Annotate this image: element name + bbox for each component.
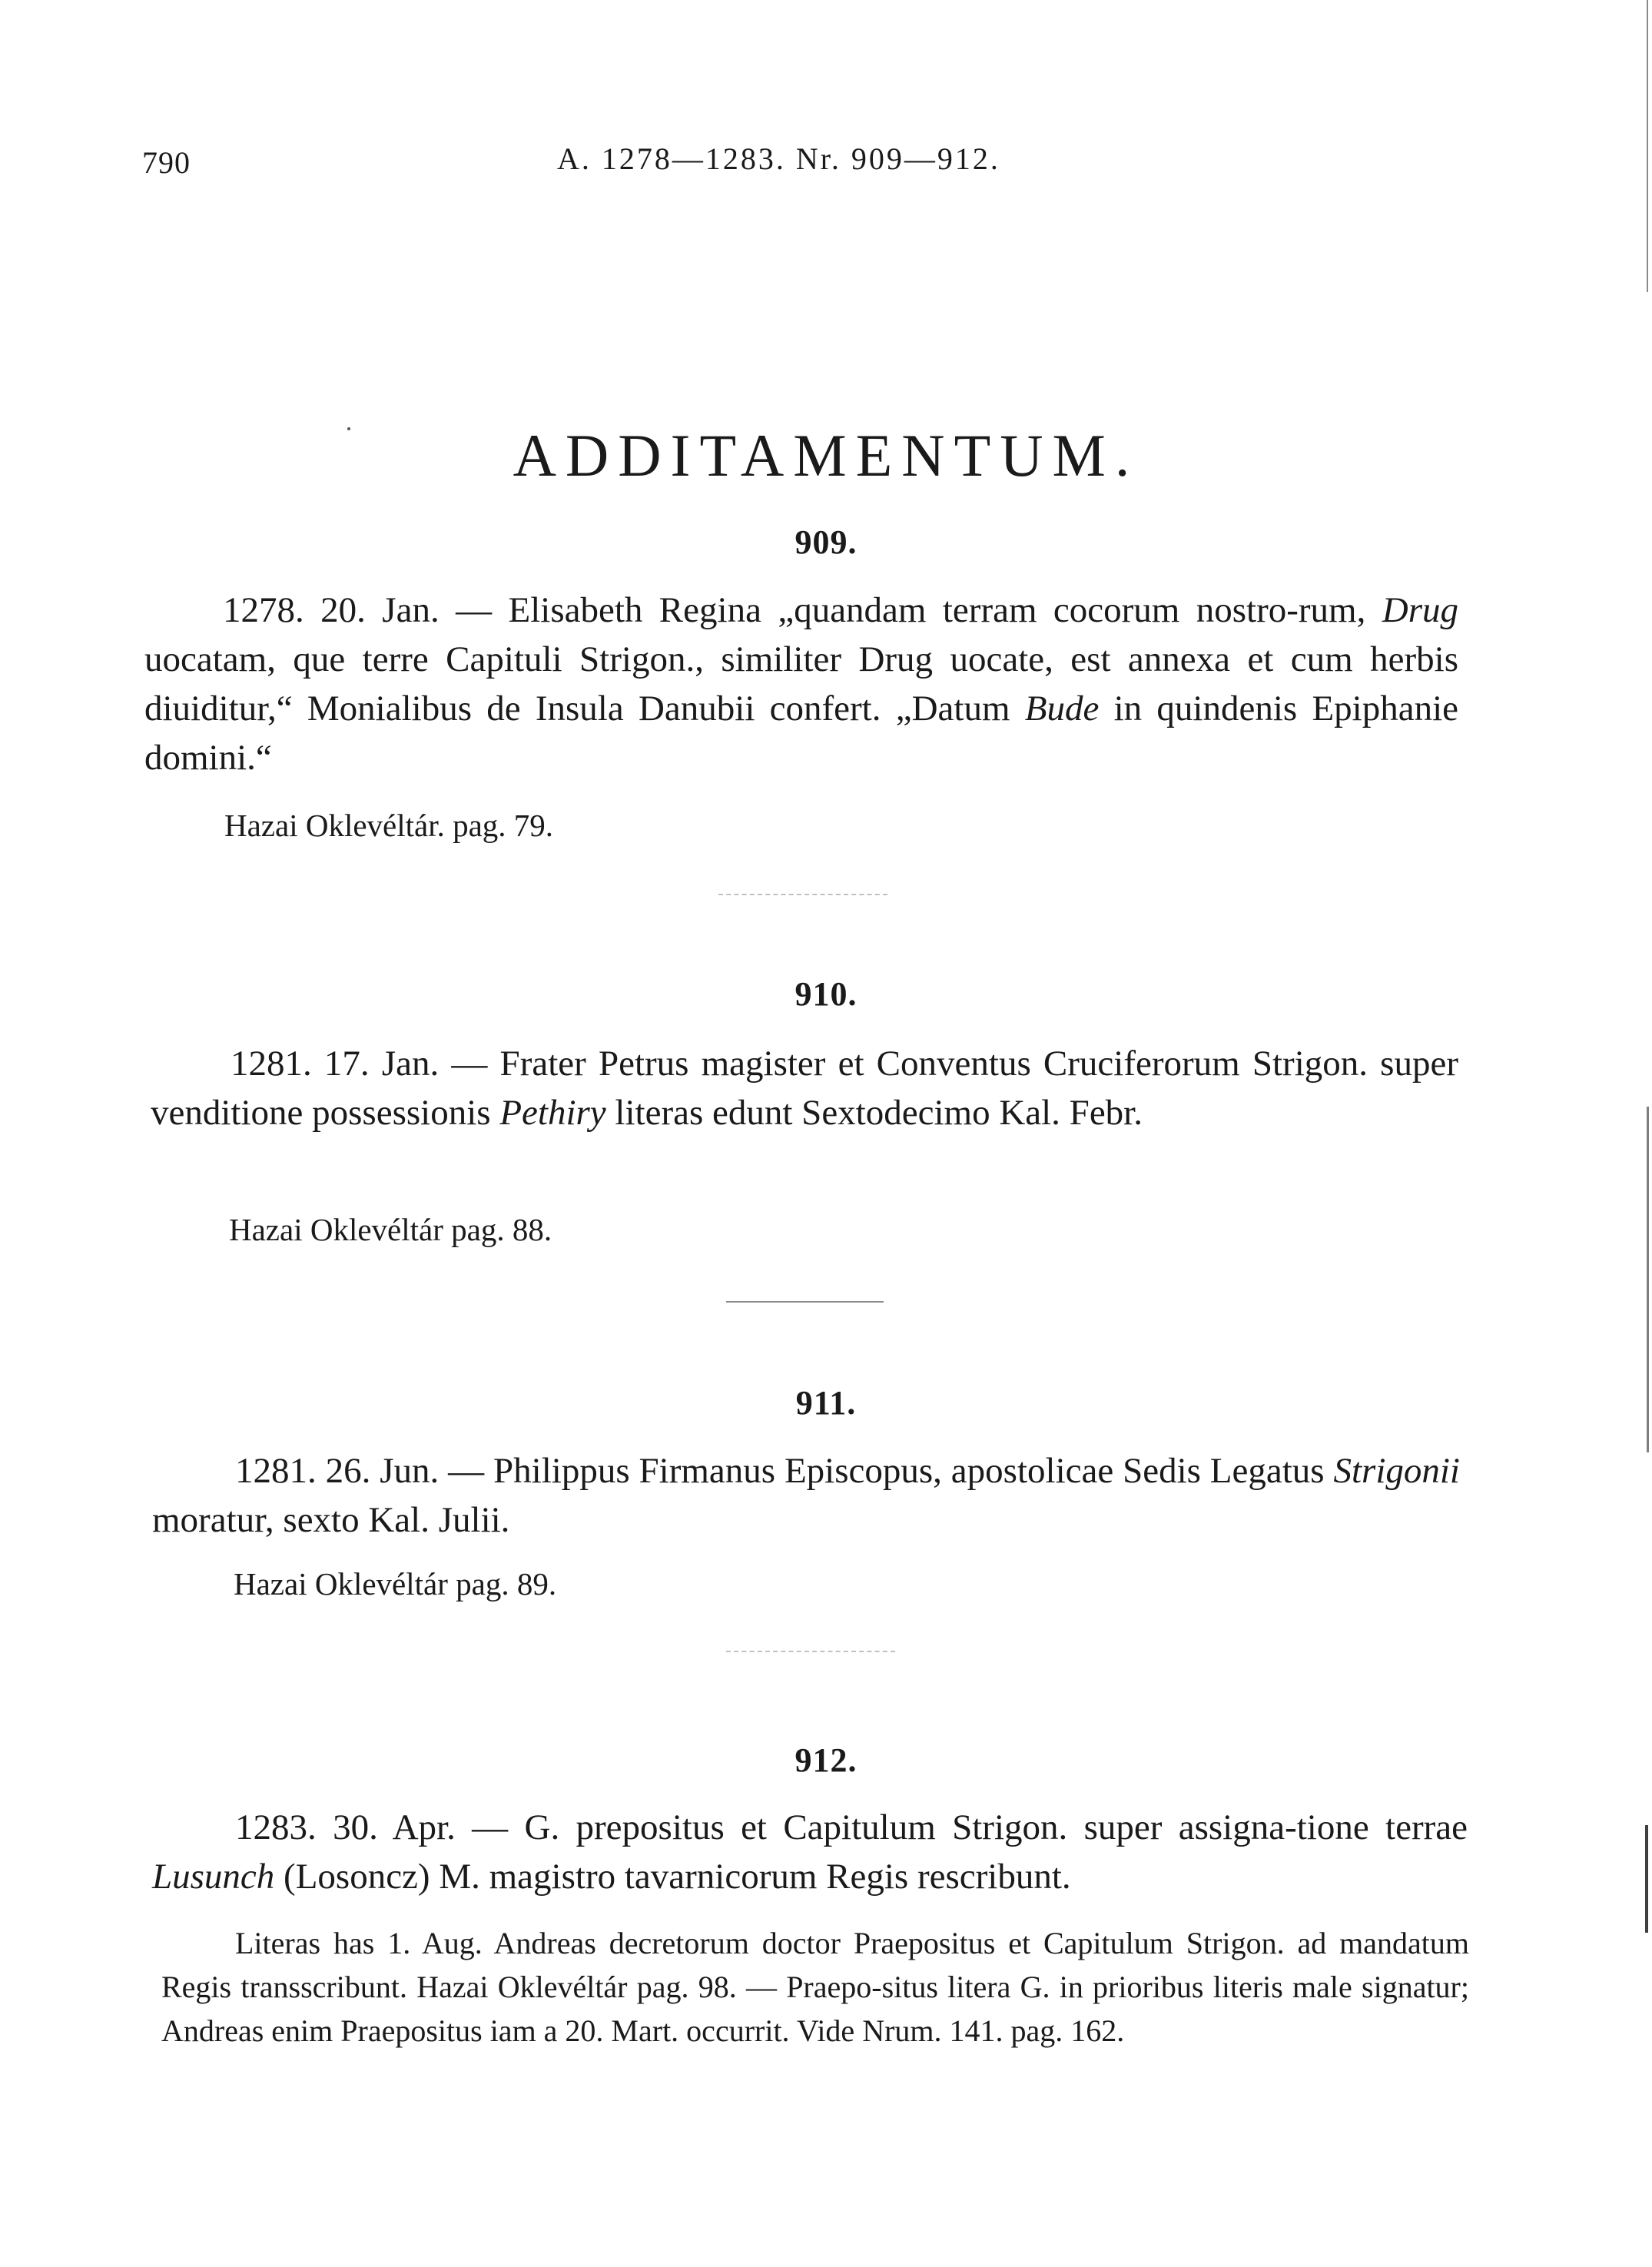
page-edge-line xyxy=(1647,1107,1649,1452)
place-name: Strigonii xyxy=(1333,1451,1460,1491)
source-reference-909: Hazai Oklevéltár. pag. 79. xyxy=(224,808,554,843)
entry-number-912: 912. xyxy=(794,1741,858,1779)
place-name: Bude xyxy=(1024,689,1100,729)
section-title: ADDITAMENTUM. xyxy=(513,422,1139,489)
page-edge-line xyxy=(1645,1825,1648,1933)
source-reference-910: Hazai Oklevéltár pag. 88. xyxy=(229,1212,552,1247)
editorial-note-912: Literas has 1. Aug. Andreas decretorum doctor Praepositus et Capitulum Strigon. ad mandatum Regis transscribunt. Hazai Oklevéltár pag. 98. — Praepo-situs litera G. in prioribus literis male signatur; Andreas enim Praepositus iam a 20. Mart. occurrit. Vide Nrum. 141. pag. 162. xyxy=(161,1926,1469,2048)
entry-text-part: 1281. 26. Jun. — Philippus Firmanus Episcopus, apostolicae Sedis Legatus xyxy=(235,1451,1334,1491)
entry-text-911 xyxy=(152,1446,1460,1545)
scan-speck xyxy=(347,427,350,430)
source-reference-911: Hazai Oklevéltár pag. 89. xyxy=(234,1566,557,1602)
separator-rule xyxy=(718,894,887,895)
running-head: A. 1278—1283. Nr. 909—912. xyxy=(557,141,1000,176)
entry-text-part: literas edunt Sextodecimo Kal. Febr. xyxy=(605,1093,1143,1133)
entry-text-910 xyxy=(151,1039,1458,1137)
page-edge-line xyxy=(1647,0,1648,292)
entry-number-910: 910. xyxy=(794,975,858,1013)
entry-text-912 xyxy=(152,1803,1468,1901)
entry-text-part: 1281. 17. Jan. — Frater Petrus magister et Conventus Cruciferorum Strigon. super venditione possessionis xyxy=(151,1044,1458,1133)
page-number: 790 xyxy=(142,145,191,180)
separator-rule xyxy=(726,1301,884,1303)
separator-rule xyxy=(726,1651,895,1652)
entry-text-part: uocatam, que terre Capituli Strigon., similiter Drug uocate, est annexa et cum herbis diuiditur,“ Monialibus de Insula Danubii confert. „Datum xyxy=(144,639,1458,729)
entry-text-part: 1278. 20. Jan. — Elisabeth Regina „quandam terram cocorum nostro-rum, xyxy=(223,590,1382,630)
entry-text-part: in quindenis Epiphanie domini.“ xyxy=(144,689,1459,778)
entry-number-909: 909. xyxy=(794,523,858,561)
entry-number-911: 911. xyxy=(795,1384,857,1422)
entry-text-part: (Losoncz) M. magistro tavarnicorum Regis rescribunt. xyxy=(274,1857,1071,1897)
entry-text-part: moratur, sexto Kal. Julii. xyxy=(152,1500,510,1540)
place-name: Drug xyxy=(1382,590,1458,630)
entry-text-909 xyxy=(144,586,1458,782)
place-name: Lusunch xyxy=(152,1857,275,1897)
entry-text-part: 1283. 30. Apr. — G. prepositus et Capitulum Strigon. super assigna-tione terrae xyxy=(235,1807,1468,1847)
place-name: Pethiry xyxy=(499,1093,606,1133)
